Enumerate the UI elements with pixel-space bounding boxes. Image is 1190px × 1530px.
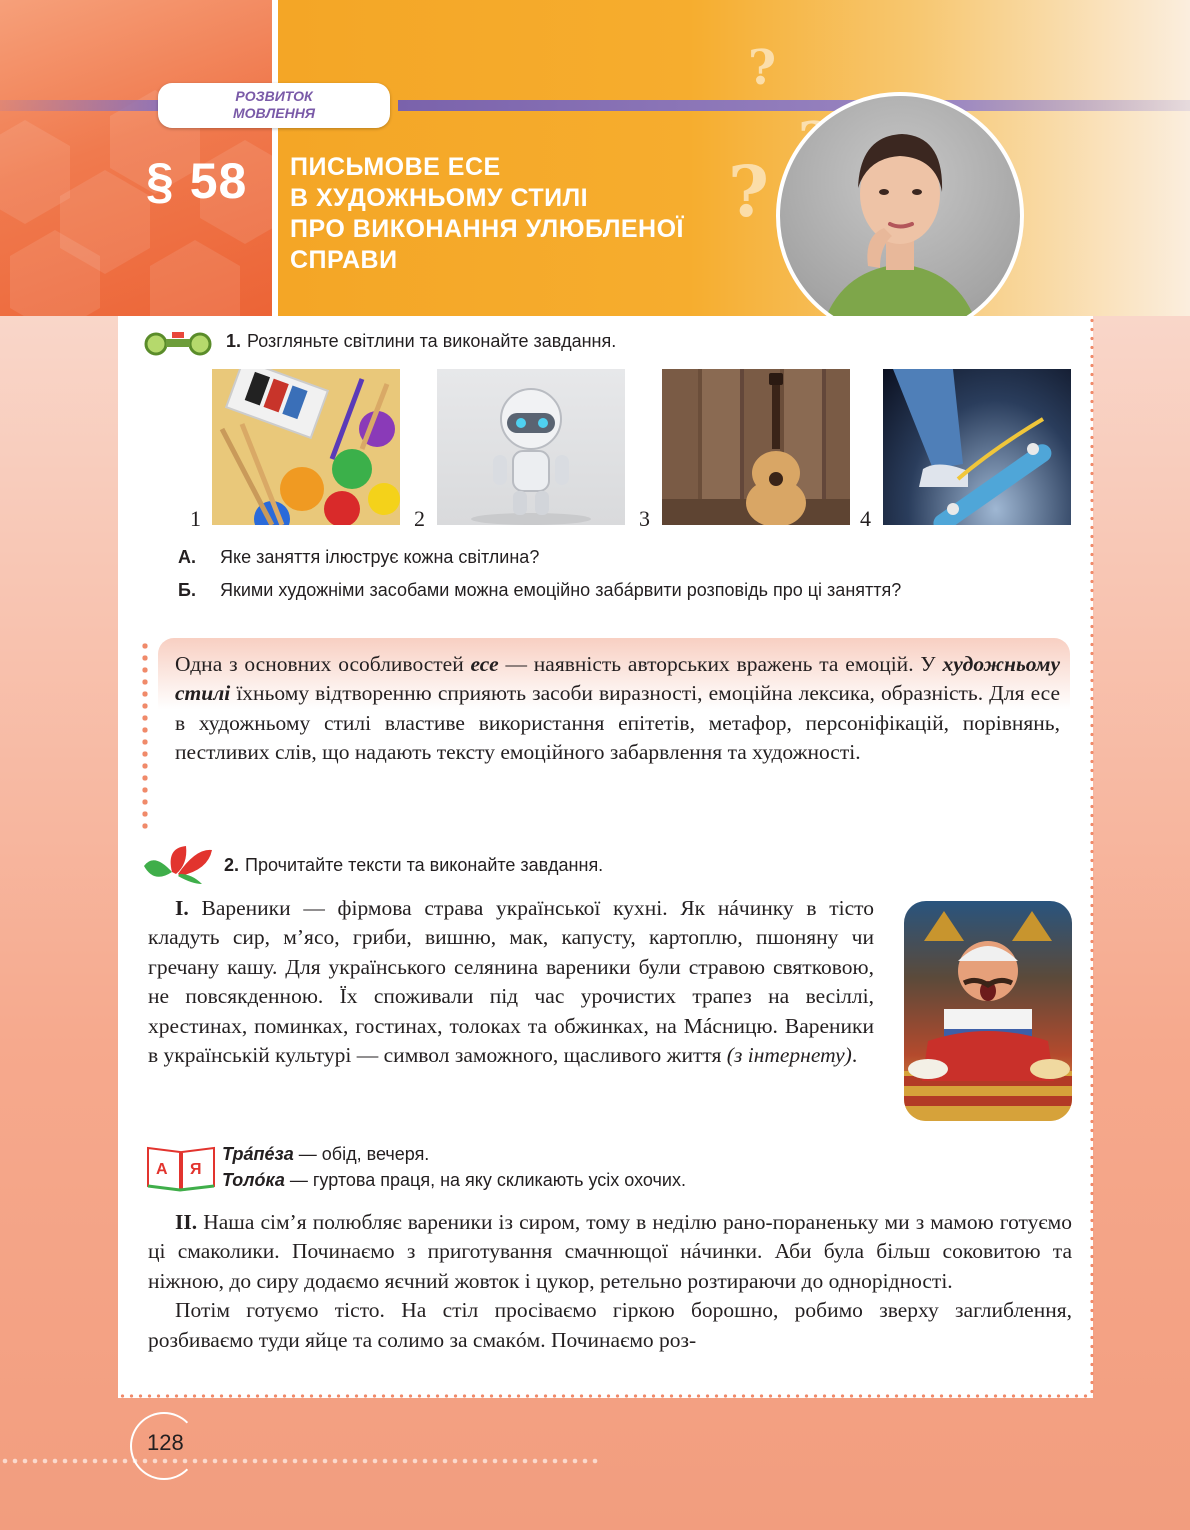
header-stripe-left	[0, 100, 172, 111]
task2-number: 2.	[224, 855, 240, 875]
photo-number: 3	[639, 506, 650, 531]
photo-number: 1	[190, 506, 201, 531]
title-line: ПИСЬМОВЕ ЕСЕ	[290, 153, 501, 181]
photo-paints	[212, 369, 400, 525]
section-label-line1: РОЗВИТОК	[235, 88, 313, 104]
thinking-woman-photo	[776, 92, 1024, 340]
binoculars-icon	[142, 330, 214, 356]
term-artistic-style: художньому стилі	[175, 652, 1060, 706]
task1-header	[226, 331, 616, 352]
task2-instruction: Прочитайте тексти та виконайте завдання.	[245, 855, 604, 875]
dotted-border-right	[1090, 316, 1094, 1398]
photo-robot	[437, 369, 625, 525]
task2-header	[224, 855, 603, 876]
dotted-border-bottom	[118, 1394, 1093, 1398]
dotted-marker	[142, 640, 148, 830]
text-one: І. Вареники — фірмова страва української кухні. Як нáчинку в тісто кладуть сир, м’ясо, гриби, вишню, мак, капусту, картоплю, пшоняну чи гречану кашу. Для українського селянина вареники були стравою святковою, не повсякденною. Їх споживали під час урочистих трапез на весіллі, хрестинах, поминках, гостинах, толоках та обжинках, на Мáсницю. Вареники в українській культурі — символ заможного, щасливого життя (з інтернету).	[148, 896, 874, 1068]
photo-number: 4	[860, 506, 871, 531]
question-mark-decoration: ?	[748, 40, 777, 96]
question-mark-decoration: ?	[728, 150, 770, 233]
title-line: СПРАВИ	[290, 246, 398, 274]
glossary-term: Толóка	[222, 1170, 285, 1190]
text-two-paragraph: Потім готуємо тісто. На стіл просіваємо гіркою борошно, робимо зверху заглиблення, розбиваємо туди яйце та солимо за смакóм. Починаємо роз-	[148, 1298, 1072, 1352]
glossary-term: Трáпéза	[222, 1144, 294, 1164]
page-number: 128	[147, 1430, 184, 1455]
paragraph-number: § 58	[146, 153, 248, 209]
question-b	[178, 579, 1008, 601]
butterfly-icon	[142, 844, 216, 888]
glossary-entry	[222, 1142, 429, 1166]
footer-dots	[0, 1458, 600, 1464]
question-letter: А.	[178, 547, 196, 567]
glossary-entry	[222, 1168, 686, 1192]
question-text: Яке заняття ілюструє кожна світлина?	[220, 547, 540, 567]
rule-text: Одна з основних особливостей есе — наявність авторських вражень та емоцій. У художньому стилі їхньому відтворенню сприяють засоби виразності, емоційна лексика, образність. Для есе в художньому стилі властиве використання епітетів, метафор, персоніфікацій, порівнянь, пестливих слів, що надають тексту емоційного забарвлення та художності.	[175, 652, 1060, 765]
task1-instruction: Розгляньте світлини та виконайте завдання.	[247, 331, 617, 351]
photo-guitar	[662, 369, 850, 525]
question-text: Якими художніми засобами можна емоційно забáрвити розповідь про ці заняття?	[220, 580, 902, 600]
question-letter: Б.	[178, 580, 196, 600]
text-two-paragraph: ІІ. Наша сім’я полюбляє вареники із сиром, тому в неділю рано-пораненьку ми з мамою готуємо ці смаколики. Починаємо з приготування смачнющої нáчинки. Аби була більш соковитою та ніжною, до сиру додаємо яєчний жовток і цукор, ретельно розтираючи до однорідності.	[148, 1210, 1072, 1293]
header-stripe-right	[398, 100, 1190, 111]
term-essay: есе	[470, 652, 499, 676]
text-one-label: І.	[175, 896, 189, 920]
title-line: ПРО ВИКОНАННЯ УЛЮБЛЕНОЇ	[290, 215, 684, 243]
section-label-line2: МОВЛЕННЯ	[232, 105, 316, 121]
question-a	[178, 546, 1058, 568]
page-title	[290, 152, 760, 276]
text-two	[148, 1208, 1072, 1355]
text-one-source: (з інтернету)	[726, 1043, 852, 1068]
glossary-letter: А	[156, 1161, 168, 1178]
glossary-letter: Я	[190, 1161, 202, 1178]
dictionary-book-icon	[146, 1142, 216, 1192]
woman-illustration	[780, 96, 1020, 336]
text-two-label: ІІ.	[175, 1210, 198, 1234]
cossack-varenyky-illustration	[904, 901, 1072, 1121]
task1-number: 1.	[226, 331, 242, 351]
photo-skateboard	[883, 369, 1071, 525]
glossary-definition: — обід, вечеря.	[293, 1144, 430, 1164]
section-label	[158, 83, 390, 128]
photo-number: 2	[414, 506, 425, 531]
glossary-definition: — гуртова праця, на яку скликають усіх охочих.	[284, 1170, 686, 1190]
title-line: В ХУДОЖНЬОМУ СТИЛІ	[290, 184, 589, 212]
